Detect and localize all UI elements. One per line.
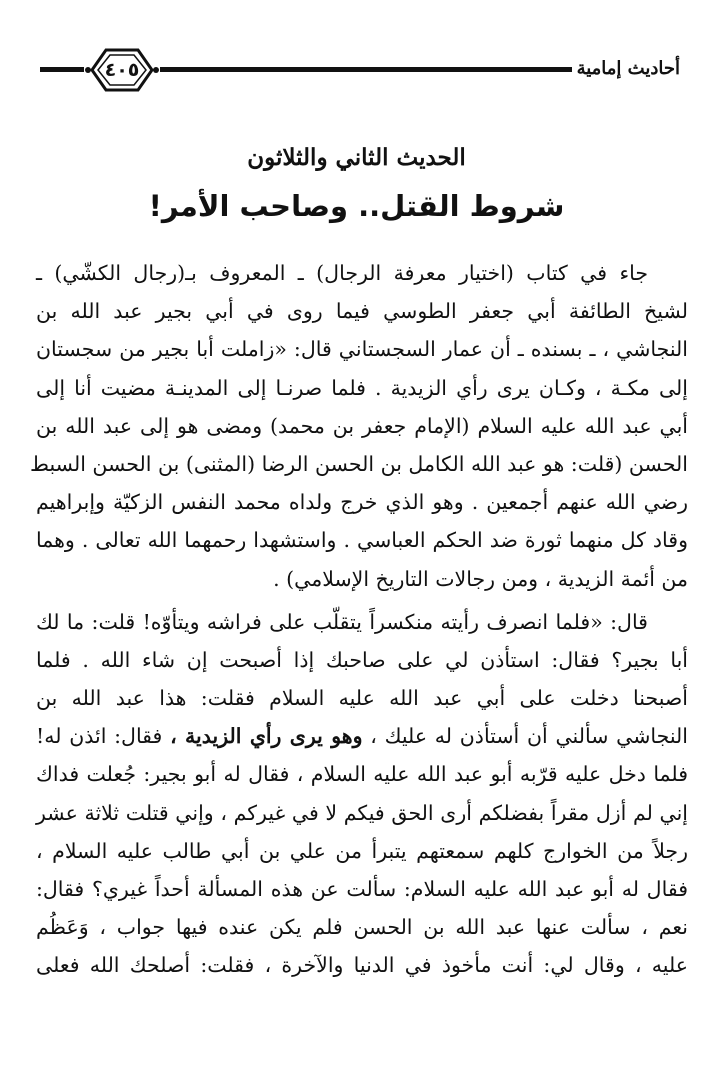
page-number-badge [84, 46, 160, 94]
header-rule-left [40, 67, 84, 72]
text-line: فلما دخل عليه قرّبه أبو عبد الله عليه السلام ، فقال له أبو بجير: جُعلت فداك [36, 762, 688, 787]
text-line: الحسن (قلت: هو عبد الله الكامل بن الحسن الرضا (المثنى) بن الحسن السبط [30, 451, 688, 476]
body-text [30, 254, 688, 985]
text-line: نعم ، سألت عنها عبد الله بن الحسن فلم يكن عنده فيها جواب ، وَعَظُم [36, 915, 688, 940]
text-line: قال: «فلما انصرف رأيته منكسراً يتقلّب على فراشه ويتأوّه! قلت: ما لك [36, 609, 648, 634]
text-line: فقال له أبو عبد الله عليه السلام: سألت عن هذه المسألة أحداً غيري؟ فقال: [36, 877, 688, 901]
emphasized-text: وهو يرى رأي الزيدية ، [170, 724, 363, 749]
header-rule-right [160, 67, 572, 72]
text-line: رجلاً من الخوارج كلهم سمعتهم يتبرأ من علي بن أبي طالب عليه السلام ، [36, 838, 688, 863]
text-line: النجاشي ، ـ بسنده ـ أن عمار السجستاني قال: «زاملت أبا بجير من سجستان [36, 337, 688, 362]
text-fragment: النجاشي سألني أن أستأذن له عليك ، [370, 724, 688, 749]
text-line: أبا بجير؟ فقال: استأذن لي على صاحبك إذا أصبحت إن شاء الله . فلما [36, 647, 688, 672]
hadith-number-heading: الحديث الثاني والثلاثون [247, 144, 466, 171]
text-line: من أئمة الزيدية ، ومن رجالات التاريخ الإسلامي) . [273, 566, 688, 591]
text-line: عليه ، وقال لي: أنت مأخوذ في الدنيا والآخرة ، فقلت: أصلحك الله فعلى [36, 953, 688, 978]
chapter-title: شروط القتل.. وصاحب الأمر! [148, 189, 565, 223]
text-line-with-emphasis [36, 717, 688, 755]
text-line: أبي عبد الله عليه السلام (الإمام جعفر بن محمد) ومضى هو إلى عبد الله بن [36, 413, 688, 438]
text-line: جاء في كتاب (اختيار معرفة الرجال) ـ المعروف بـ(رجال الكشّي) ـ [36, 261, 648, 285]
text-line: رضي الله عنهم أجمعين . وهو الذي خرج ولداه محمد النفس الزكيّة وإبراهيم [36, 490, 688, 515]
page-number: ٤٠٥ [104, 59, 140, 81]
text-line: إني لم أزل مقراً بفضلكم أرى الحق فيكم لا في غيركم ، وإني قتلت ثلاثة عشر [36, 800, 688, 825]
text-fragment: فقال: ائذن له! [36, 724, 163, 749]
running-title: أحاديث إمامية [576, 58, 680, 79]
text-line: وقاد كل منهما ثورة ضد الحكم العباسي . واستشهدا رحمهما الله تعالى . وهما [36, 528, 688, 553]
page-header [40, 40, 680, 100]
text-line: أصبحنا دخلت على أبي عبد الله عليه السلام فقلت: هذا عبد الله بن [36, 686, 688, 711]
text-line: إلى مكـة ، وكـان يرى رأي الزيدية . فلما صرنـا إلى المدينـة مضيت أنا إلى [36, 375, 688, 400]
text-line: لشيخ الطائفة أبي جعفر الطوسي فيما روى في أبي بجير عبد الله بن [36, 299, 688, 324]
